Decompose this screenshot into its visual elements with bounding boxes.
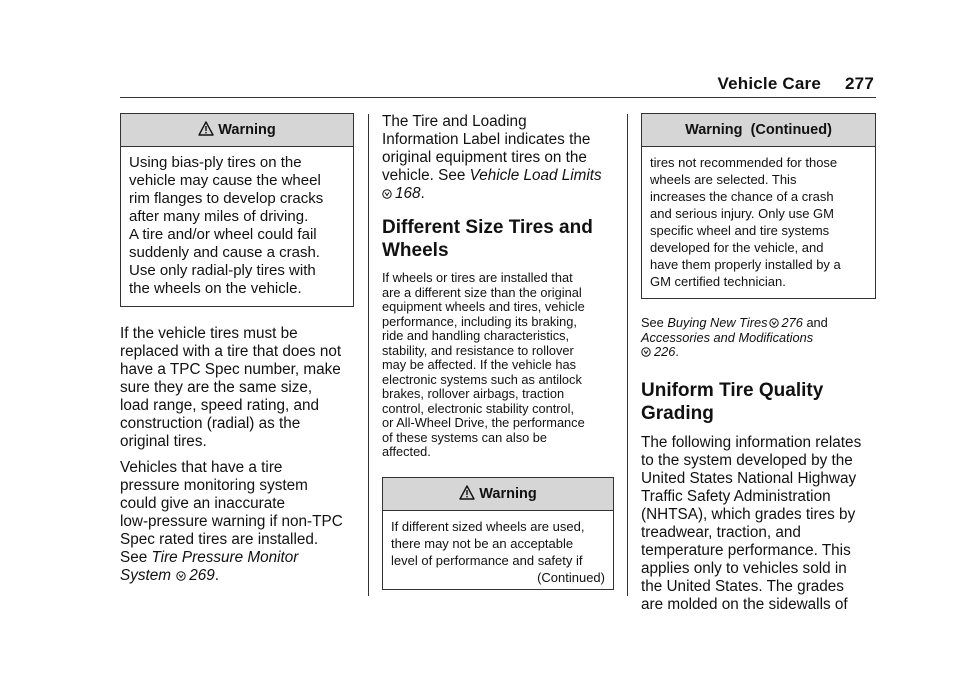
column-1	[120, 113, 354, 585]
page-number: 277	[845, 74, 874, 93]
text-line: The following information relates	[641, 433, 862, 451]
text-line: pressure monitoring system	[120, 477, 308, 494]
page-ref-226[interactable]: 226	[654, 344, 676, 359]
tpc-spec-paragraph	[120, 325, 354, 451]
see-also-paragraph	[641, 316, 876, 360]
text-line: Vehicles that have a tire	[120, 459, 283, 476]
warning-body	[121, 147, 353, 306]
warning-line: specific wheel and tire systems	[650, 223, 830, 238]
warning-header	[383, 478, 613, 511]
warning-line: Using bias-ply tires on the	[129, 154, 302, 171]
page-ref-icon	[769, 318, 779, 328]
xref-tire-pressure-monitor[interactable]: Tire Pressure Monitor	[151, 549, 299, 566]
section-title: Vehicle Care	[717, 74, 822, 93]
text-line: electronic systems such as antilock	[382, 371, 582, 387]
heading-line: Grading	[641, 402, 714, 424]
text-fragment: vehicle. See	[382, 167, 466, 184]
text-line: control, electronic stability control,	[382, 400, 575, 416]
warning-continued-box	[641, 113, 876, 299]
text-line: have a TPC Spec number, make	[120, 361, 341, 378]
text-line: If wheels or tires are installed that	[382, 270, 573, 285]
text-line: sure they are the same size,	[120, 379, 313, 396]
bias-ply-warning-box	[120, 113, 354, 307]
warning-line: If different sized wheels are used,	[391, 518, 585, 534]
text-line: to the system developed by the	[641, 451, 853, 469]
text-line: stability, and resistance to rollover	[382, 342, 574, 358]
continued-label: (Continued)	[537, 569, 605, 585]
text-line: United States National Highway	[641, 469, 857, 487]
warning-icon	[198, 121, 214, 136]
page-ref-168[interactable]: 168	[395, 185, 421, 202]
text-line: brakes, rollover airbags, traction	[382, 386, 565, 401]
page-header	[718, 74, 875, 94]
text-line: If the vehicle tires must be	[120, 325, 298, 342]
warning-title: Warning	[479, 485, 537, 502]
text-line: original equipment tires on the	[382, 149, 587, 166]
warning-header: Warning (Continued)	[642, 114, 875, 147]
different-size-warning-box	[382, 477, 614, 590]
text-line: are a different size than the original	[382, 284, 582, 300]
warning-icon	[459, 485, 475, 500]
text-line: original tires.	[120, 433, 207, 450]
text-line: low-pressure warning if non-TPC	[120, 513, 343, 530]
heading-line: Wheels	[382, 240, 449, 261]
warning-line: level of performance and safety if	[391, 552, 583, 568]
page-ref-icon	[641, 347, 651, 357]
warning-line: Use only radial-ply tires with	[129, 262, 316, 279]
see-label: See	[120, 549, 148, 566]
warning-line: the wheels on the vehicle.	[129, 280, 302, 297]
text-line: Traffic Safety Administration	[641, 487, 831, 505]
page-ref-276[interactable]: 276	[781, 315, 803, 330]
text-line: or All-Wheel Drive, the performance	[382, 415, 585, 430]
see-label: See	[641, 315, 664, 330]
text-line: treadwear, traction, and	[641, 523, 801, 541]
punctuation: .	[675, 344, 679, 359]
warning-line: wheels are selected. This	[650, 172, 797, 187]
text-line: are molded on the sidewalls of	[641, 595, 848, 613]
text-line: replaced with a tire that does not	[120, 343, 342, 360]
xref-buying-new-tires[interactable]: Buying New Tires	[667, 315, 768, 330]
warning-line: rim flanges to develop cracks	[129, 190, 324, 207]
warning-line: A tire and/or wheel could fail	[129, 226, 317, 243]
section-heading-utqg	[641, 379, 876, 425]
warning-line: there may not be an acceptable	[391, 535, 574, 551]
page-ref-icon	[176, 571, 186, 581]
different-size-paragraph	[382, 271, 614, 460]
text-line: of these systems can also be	[382, 429, 548, 445]
text-line: The Tire and Loading	[382, 113, 527, 130]
warning-line: suddenly and cause a crash.	[129, 244, 320, 261]
text-line: the United States. The grades	[641, 577, 844, 595]
warning-title: Warning	[218, 122, 276, 138]
punctuation: .	[420, 185, 425, 202]
text-line	[382, 185, 614, 203]
header-rule	[120, 97, 876, 98]
warning-line: GM certified technician.	[650, 274, 786, 289]
text-line	[641, 345, 876, 360]
warning-line: after many miles of driving.	[129, 208, 309, 225]
warning-line: have them properly installed by a	[650, 257, 841, 272]
text-line: may be affected. If the vehicle has	[382, 357, 576, 372]
text-line: affected.	[382, 444, 431, 459]
xref-accessories-modifications[interactable]: Accessories and Modifications	[641, 329, 814, 345]
text-line: ride and handling characteristics,	[382, 328, 570, 343]
text-line	[120, 549, 354, 567]
column-divider-2	[627, 114, 628, 596]
tpms-paragraph	[120, 459, 354, 585]
column-divider-1	[368, 114, 369, 596]
text-line	[120, 567, 354, 585]
column-2	[382, 113, 614, 590]
text-line: applies only to vehicles sold in	[641, 559, 847, 577]
text-line: Information Label indicates the	[382, 131, 591, 148]
punctuation: .	[214, 567, 220, 584]
section-heading-different-size	[382, 216, 614, 262]
text-line: could give an inaccurate	[120, 495, 285, 512]
text-line	[641, 316, 876, 331]
warning-line: vehicle may cause the wheel	[129, 172, 321, 189]
utqg-paragraph	[641, 434, 876, 614]
text-fragment: and	[806, 315, 828, 330]
warning-line: tires not recommended for those	[650, 155, 838, 170]
xref-system[interactable]: System	[120, 567, 171, 584]
text-line	[641, 331, 876, 346]
text-line: equipment wheels and tires, vehicle	[382, 299, 585, 314]
text-line: performance, including its braking,	[382, 313, 577, 329]
column-3	[641, 113, 876, 614]
xref-vehicle-load-limits[interactable]: Vehicle Load Limits	[469, 167, 602, 184]
warning-line: developed for the vehicle, and	[650, 240, 824, 255]
page-ref-icon	[382, 189, 392, 199]
label-info-paragraph	[382, 113, 614, 203]
text-line: (NHTSA), which grades tires by	[641, 505, 856, 523]
text-line: construction (radial) as the	[120, 415, 301, 432]
warning-body	[642, 147, 875, 298]
text-line: Spec rated tires are installed.	[120, 531, 319, 548]
text-line: load range, speed rating, and	[120, 397, 320, 414]
warning-line: increases the chance of a crash	[650, 189, 834, 204]
warning-body	[383, 511, 613, 589]
warning-line: and serious injury. Only use GM	[650, 206, 834, 221]
heading-line: Uniform Tire Quality	[641, 379, 824, 401]
heading-line: Different Size Tires and	[382, 217, 593, 238]
text-line	[382, 167, 614, 185]
text-line: temperature performance. This	[641, 541, 851, 559]
page-ref-269[interactable]: 269	[189, 567, 215, 584]
warning-header	[121, 114, 353, 147]
